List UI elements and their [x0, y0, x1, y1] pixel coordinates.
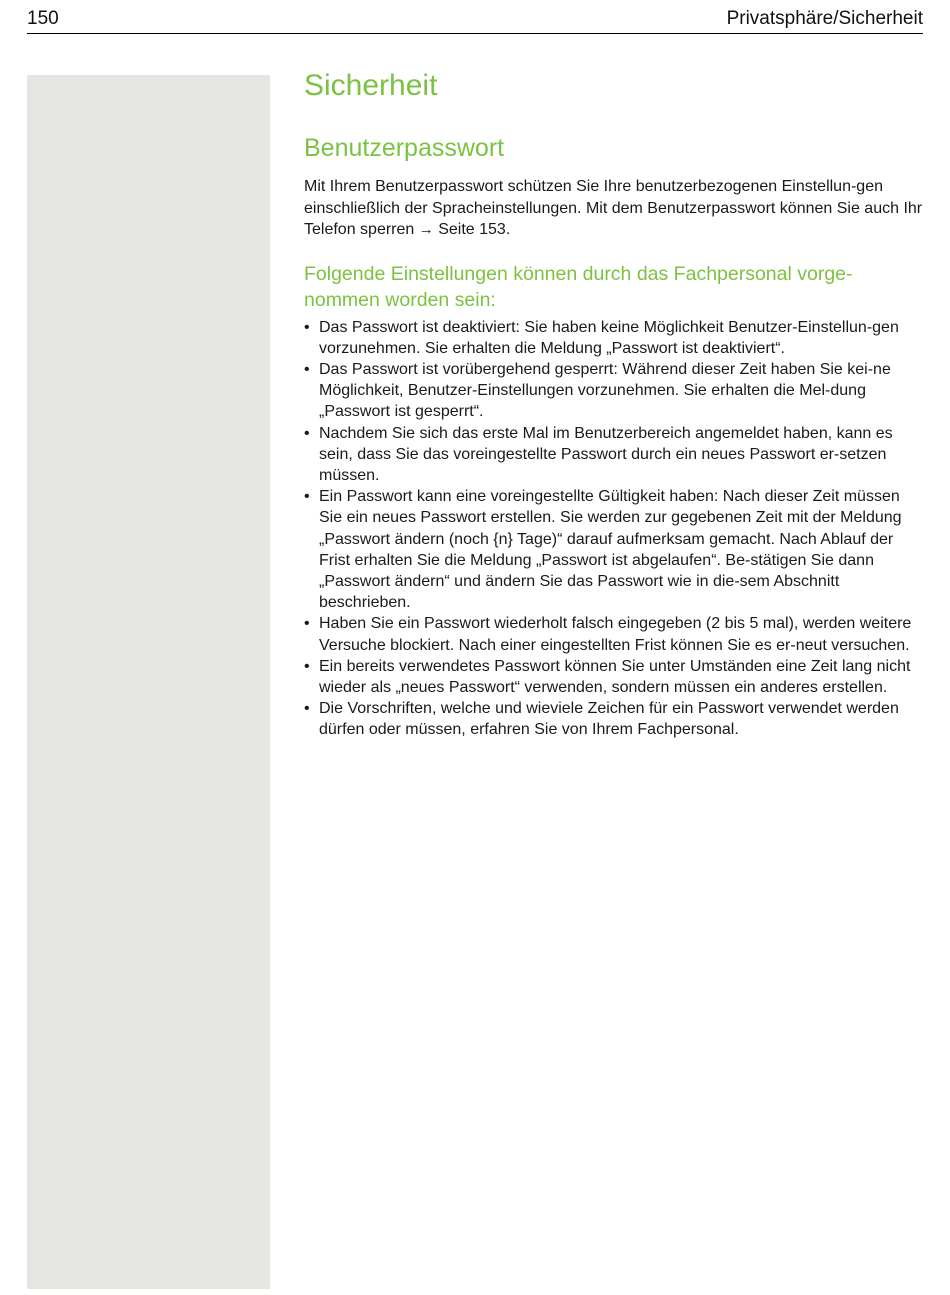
list-item-text: Das Passwort ist vorübergehend gesperrt: Während dieser Zeit haben Sie kei-ne Möglichkeit, Benutzer-Einstellungen vorzunehmen. Sie erhalten die Mel-dung „Passwort ist gesperrt“.	[319, 360, 891, 421]
list-item	[304, 486, 924, 613]
section-title: Benutzerpasswort	[304, 134, 505, 162]
list-item	[304, 423, 924, 487]
subsection-title: Folgende Einstellungen können durch das Fachpersonal vorge-nommen worden sein:	[304, 262, 853, 311]
page-number: 150	[27, 8, 59, 29]
page-header	[27, 6, 923, 34]
intro-paragraph	[304, 176, 924, 241]
bullet-icon: •	[304, 424, 310, 442]
bullet-icon: •	[304, 700, 310, 718]
running-title: Privatsphäre/Sicherheit	[726, 8, 923, 29]
page-title: Sicherheit	[304, 69, 438, 102]
bullet-icon: •	[304, 657, 310, 675]
main-content	[304, 66, 924, 741]
list-item-text: Das Passwort ist deaktiviert: Sie haben keine Möglichkeit Benutzer-Einstellun-gen vorzunehmen. Sie erhalten die Meldung „Passwort ist deaktiviert“.	[319, 318, 899, 357]
intro-text: Mit Ihrem Benutzerpasswort schützen Sie Ihre benutzerbezogenen Einstellun-gen einschließlich der Spracheinstellungen. Mit dem Benutzerpasswort können Sie auch Ihr Telefon sperren	[304, 178, 923, 238]
list-item	[304, 317, 924, 359]
page-reference-link[interactable]: Seite 153.	[438, 221, 511, 238]
list-item	[304, 698, 924, 740]
arrow-right-icon: →	[418, 221, 434, 238]
bullet-icon: •	[304, 615, 310, 633]
list-item-text: Haben Sie ein Passwort wiederholt falsch eingegeben (2 bis 5 mal), werden weitere Versuche blockiert. Nach einer eingestellten Frist können Sie es er-neut versuchen.	[319, 615, 912, 654]
sidebar-panel	[27, 75, 270, 1289]
list-item-text: Nachdem Sie sich das erste Mal im Benutzerbereich angemeldet haben, kann es sein, dass Sie das voreingestellte Passwort durch ein neues Passwort er-setzen müssen.	[319, 424, 893, 484]
list-item	[304, 613, 924, 655]
list-item-text: Ein bereits verwendetes Passwort können Sie unter Umständen eine Zeit lang nicht wieder als „neues Passwort“ verwenden, sondern müssen ein anderes erstellen.	[319, 657, 911, 696]
bullet-icon: •	[304, 360, 310, 378]
bullet-icon: •	[304, 318, 310, 336]
settings-bullet-list	[304, 317, 924, 741]
list-item	[304, 656, 924, 698]
list-item-text: Die Vorschriften, welche und wieviele Zeichen für ein Passwort verwendet werden dürfen oder müssen, erfahren Sie von Ihrem Fachpersonal.	[319, 700, 899, 739]
list-item	[304, 359, 924, 423]
list-item-text: Ein Passwort kann eine voreingestellte Gültigkeit haben: Nach dieser Zeit müssen Sie ein neues Passwort erstellen. Sie werden zur gegebenen Zeit mit der Meldung „Passwort ändern (noch {n} Tage)“ darauf aufmerksam gemacht. Nach Ablauf der Frist erhalten Sie die Meldung „Passwort ist abgelaufen“. Be-stätigen Sie dann „Passwort ändern“ und ändern Sie das Passwort wie in die-sem Abschnitt beschrieben.	[319, 488, 902, 612]
bullet-icon: •	[304, 488, 310, 506]
